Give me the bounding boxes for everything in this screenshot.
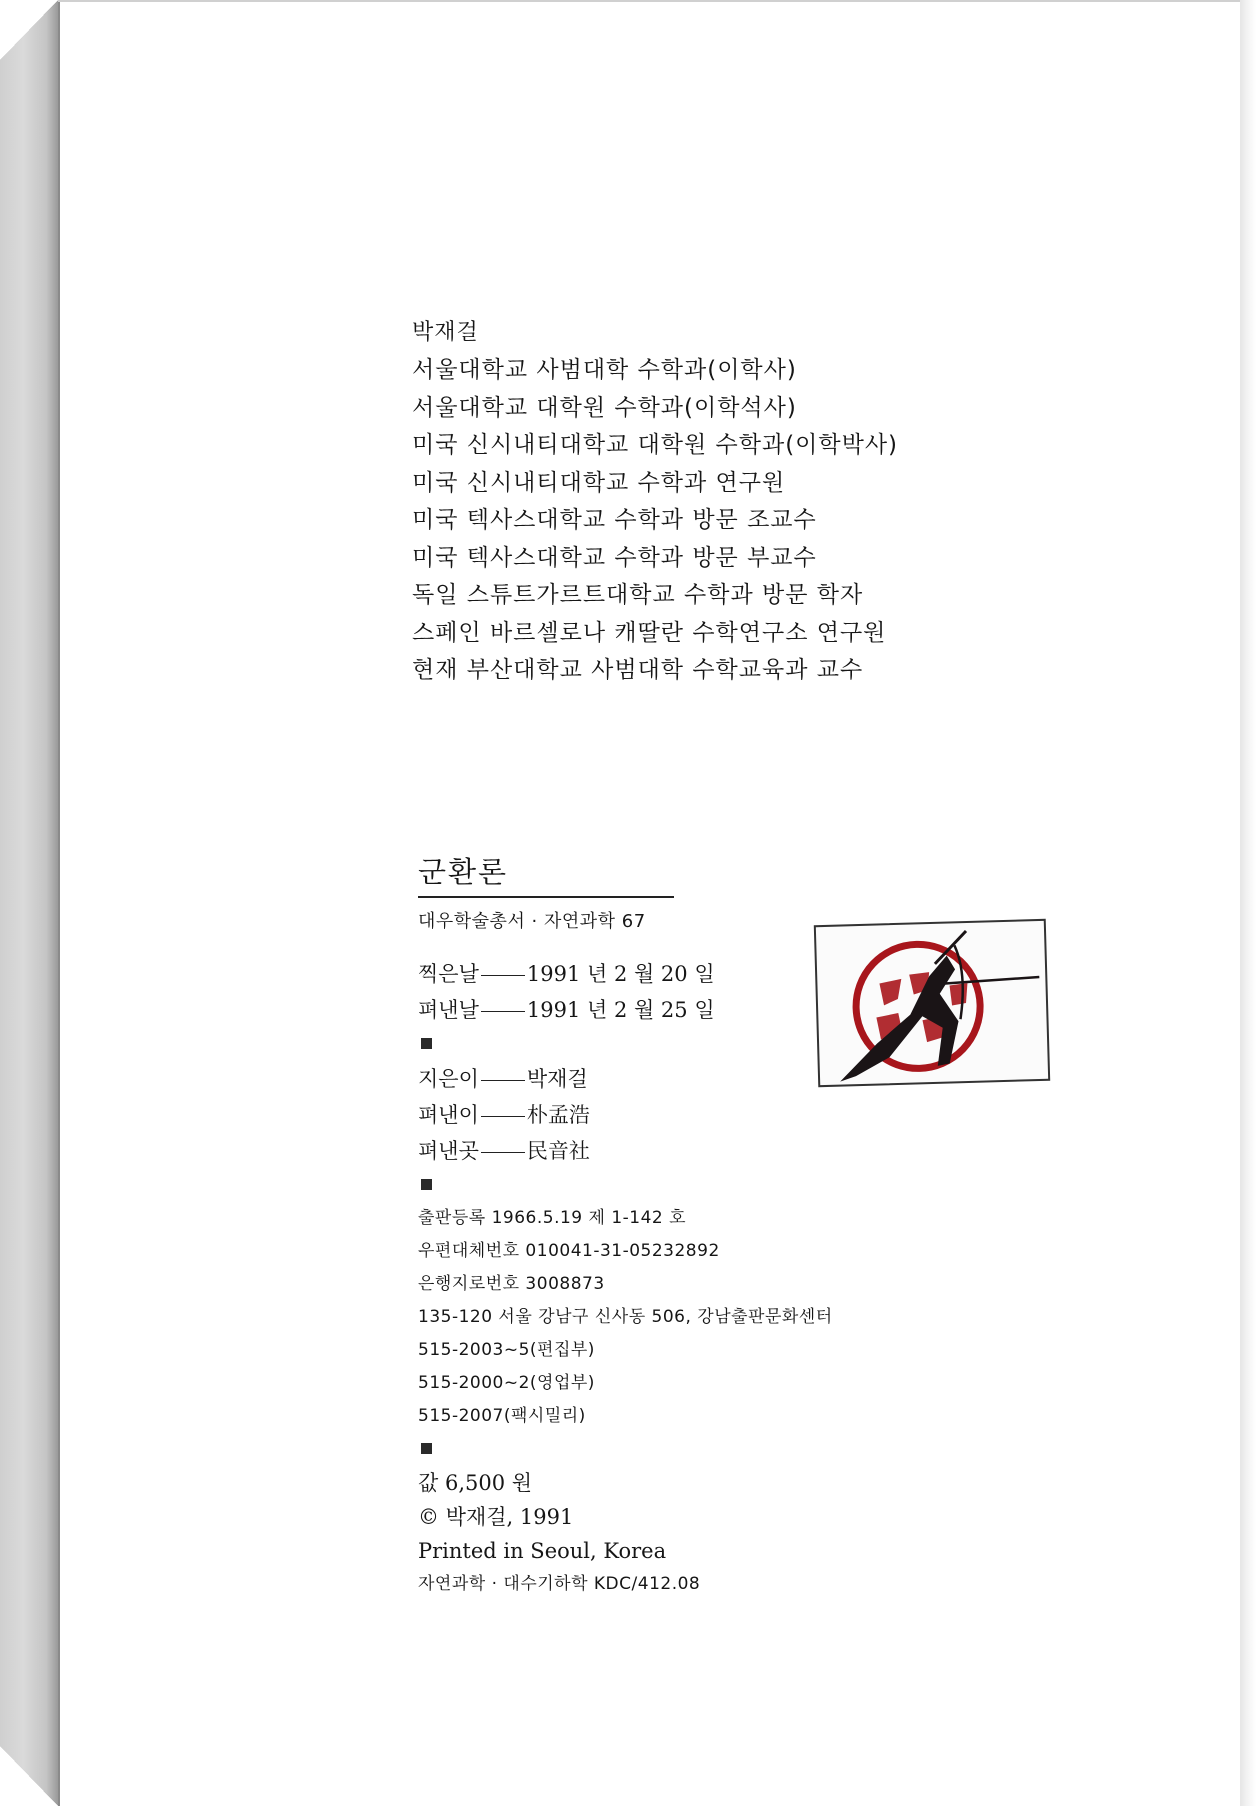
copyright: © 박재걸, 1991 (418, 1505, 574, 1529)
square-bullet-icon (421, 1179, 432, 1190)
author-label: 지은이 (418, 1067, 479, 1091)
author-value: 박재걸 (526, 1067, 588, 1091)
bank-giro-number: 은행지로번호 3008873 (418, 1274, 605, 1294)
bio-line: 미국 텍사스대학교 수학과 방문 부교수 (412, 544, 817, 571)
author-bio (412, 318, 972, 690)
postal-transfer-number: 우편대체번호 010041-31-05232892 (418, 1241, 720, 1261)
book-spine-edge (0, 0, 58, 1806)
bio-line: 스페인 바르셀로나 캐딸란 수학연구소 연구원 (412, 619, 887, 646)
phone-sales: 515-2000~2(영업부) (418, 1373, 595, 1393)
published-label: 펴낸날 (418, 998, 479, 1022)
printed-label: 찍은날 (418, 962, 479, 986)
bio-line: 독일 스튜트가르트대학교 수학과 방문 학자 (412, 582, 864, 608)
ink-stroke (943, 977, 1039, 984)
published-value: 1991 년 2 월 25 일 (526, 998, 715, 1022)
page-left-border (58, 0, 60, 1806)
page-right-edge (1240, 0, 1256, 1806)
bio-line: 미국 신시내티대학교 수학과 연구원 (412, 469, 786, 496)
dash-separator (481, 975, 525, 977)
printed-in: Printed in Seoul, Korea (418, 1539, 667, 1563)
classification: 자연과학 · 대수기하학 KDC/412.08 (418, 1574, 701, 1594)
author-name: 박재걸 (412, 320, 479, 345)
seal-glyph (879, 979, 902, 1006)
bio-line: 미국 텍사스대학교 수학과 방문 조교수 (412, 507, 817, 533)
registration: 출판등록 1966.5.19 제 1-142 호 (418, 1208, 687, 1228)
bio-line: 서울대학교 사범대학 수학과(이학사) (412, 357, 797, 383)
fax-number: 515-2007(팩시밀리) (418, 1406, 586, 1426)
book-title: 군환론 (418, 855, 509, 889)
seal-glyph (949, 983, 968, 1005)
publisher-row (418, 1097, 938, 1133)
press-value: 民音社 (526, 1139, 590, 1163)
address: 135-120 서울 강남구 신사동 506, 강남출판문화센터 (418, 1307, 833, 1327)
author-seal-stamp-icon (814, 919, 1050, 1087)
series-name: 대우학술총서 · 자연과학 67 (418, 911, 646, 932)
dash-separator (481, 1011, 525, 1013)
title-rule (418, 896, 674, 898)
price: 값 6,500 원 (418, 1471, 533, 1495)
dash-separator (481, 1116, 525, 1118)
publisher-value: 朴孟浩 (526, 1103, 590, 1127)
dash-separator (481, 1152, 525, 1154)
bio-line: 미국 신시내티대학교 대학원 수학과(이학박사) (412, 432, 899, 458)
spine-corner-bottom (0, 1746, 58, 1806)
spine-corner-top (0, 0, 58, 60)
phone-editorial: 515-2003~5(편집부) (418, 1340, 595, 1360)
square-bullet-icon (421, 1038, 432, 1049)
page-top-border (58, 0, 1240, 2)
press-row (418, 1133, 938, 1169)
dash-separator (481, 1080, 525, 1082)
seal-drawing (816, 921, 1048, 1085)
press-label: 펴낸곳 (418, 1139, 479, 1163)
bio-line: 현재 부산대학교 사범대학 수학교육과 교수 (412, 657, 864, 683)
bio-line: 서울대학교 대학원 수학과(이학석사) (412, 394, 797, 421)
publisher-label: 펴낸이 (418, 1103, 479, 1127)
square-bullet-icon (421, 1443, 432, 1454)
printed-value: 1991 년 2 월 20 일 (526, 962, 715, 986)
